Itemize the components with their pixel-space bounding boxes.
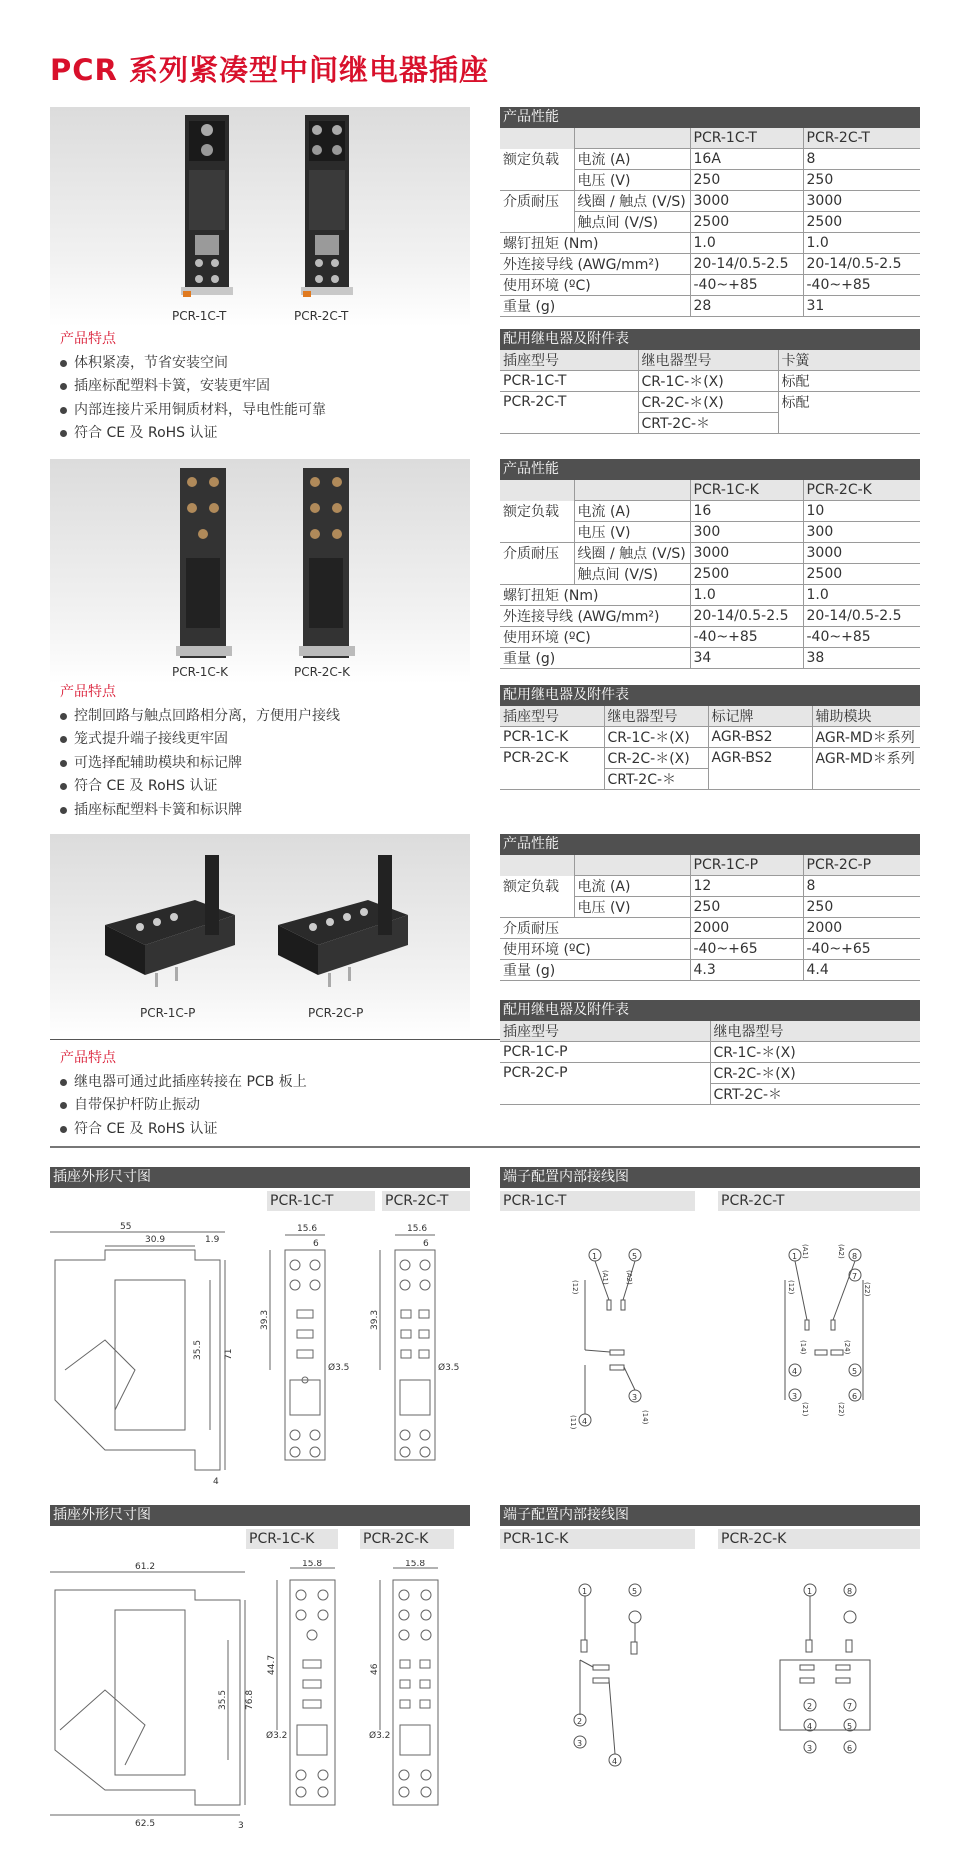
acc-cell: CRT-2C-＊ — [604, 769, 708, 790]
acc-cell: CRT-2C-＊ — [638, 413, 778, 434]
caption-pcr-1c-p: PCR-1C-P — [140, 1006, 196, 1020]
perf-cell: 1.0 — [690, 233, 803, 254]
acc-cell: CRT-2C-＊ — [710, 1084, 920, 1105]
acc-col-header: 插座型号 — [500, 350, 638, 371]
acc-table-p — [500, 1000, 920, 1105]
product-image-panel-k — [50, 459, 470, 684]
features-list-k — [60, 681, 340, 822]
pin-label: (11) — [569, 1415, 577, 1430]
pin-label: (22) — [837, 1402, 845, 1417]
perf-col-header: PCR-1C-P — [690, 855, 803, 876]
dim-label: 55 — [120, 1222, 132, 1232]
dim-label: 15.6 — [407, 1224, 428, 1234]
acc-col-header: 卡簧 — [778, 350, 920, 371]
dim-label: 61.2 — [135, 1562, 156, 1572]
wiring-title-k: 端子配置内部接线图 — [500, 1505, 920, 1526]
wiring-diagram-2c-t — [775, 1240, 875, 1440]
acc-cell: PCR-1C-P — [500, 1042, 710, 1063]
dim-label: 4 — [213, 1477, 219, 1487]
wiring-title-t: 端子配置内部接线图 — [500, 1167, 920, 1188]
caption-pcr-2c-k: PCR-2C-K — [294, 665, 351, 679]
perf-cell: 2000 — [803, 918, 920, 939]
wiring-sub-label: PCR-2C-T — [718, 1191, 920, 1211]
perf-cell: 20-14/0.5-2.5 — [690, 254, 803, 275]
pin-label: (12) — [787, 1280, 795, 1295]
dim-label: 30.9 — [145, 1235, 166, 1245]
feature-item: 插座标配塑料卡簧和标识牌 — [60, 799, 340, 823]
perf-col-header: PCR-2C-P — [803, 855, 920, 876]
dim-sub-label: PCR-2C-T — [382, 1191, 470, 1211]
perf-col-header: PCR-2C-K — [803, 480, 920, 501]
product-photo-pcr-2c-t — [295, 115, 365, 305]
perf-cell: -40~+85 — [803, 627, 920, 648]
perf-col-header: PCR-1C-K — [690, 480, 803, 501]
perf-cell: 20-14/0.5-2.5 — [803, 254, 920, 275]
acc-cell: PCR-2C-K — [503, 750, 569, 767]
pin-label: 2 — [577, 1717, 583, 1726]
perf-cell: 250 — [690, 170, 803, 191]
perf-cell: 2500 — [803, 212, 920, 233]
acc-cell: 标配 — [778, 392, 920, 413]
perf-cell: 250 — [803, 170, 920, 191]
acc-cell: AGR-BS2 — [708, 748, 812, 769]
perf-cell: 线圈 / 触点 (V/S) — [574, 191, 690, 212]
feature-item: 自带保护杆防止振动 — [60, 1094, 307, 1118]
acc-col-header: 插座型号 — [500, 1021, 710, 1042]
dim-label: 71 — [224, 1348, 234, 1360]
perf-cell: 电压 (V) — [574, 522, 690, 543]
front-dimension-drawing-2c-t — [365, 1220, 475, 1480]
perf-cell: 1.0 — [803, 585, 920, 606]
perf-cell: 300 — [803, 522, 920, 543]
dim-label: 46 — [370, 1663, 380, 1675]
perf-cell: 12 — [690, 876, 803, 897]
pin-label: 3 — [632, 1393, 638, 1402]
product-photo-pcr-1c-t — [175, 115, 245, 305]
perf-cell: 电流 (A) — [574, 501, 690, 522]
dim-label: 39.3 — [370, 1309, 380, 1330]
perf-cell: 8 — [803, 876, 920, 897]
pin-label: 8 — [852, 1252, 858, 1261]
feature-item: 控制回路与触点回路相分离，方便用户接线 — [60, 705, 340, 729]
pin-label: (22) — [863, 1282, 871, 1297]
dim-label: 62.5 — [135, 1819, 156, 1829]
perf-cell: 使用环境 (ºC) — [500, 275, 690, 296]
perf-cell: 3000 — [690, 543, 803, 564]
dim-sub-label: PCR-2C-K — [360, 1529, 454, 1549]
perf-cell: 4.4 — [803, 960, 920, 981]
pin-label: 3 — [577, 1739, 583, 1748]
acc-cell: CR-1C-＊(X) — [604, 727, 708, 748]
pin-label: 7 — [852, 1272, 858, 1281]
perf-cell: 介质耐压 — [503, 194, 559, 211]
perf-cell: 介质耐压 — [503, 546, 559, 563]
perf-cell: 8 — [803, 149, 920, 170]
perf-cell: -40~+85 — [690, 627, 803, 648]
front-dimension-drawing-1c-k — [265, 1560, 360, 1820]
perf-cell: 线圈 / 触点 (V/S) — [574, 543, 690, 564]
perf-cell: 使用环境 (ºC) — [500, 939, 690, 960]
pin-label: 7 — [847, 1702, 853, 1711]
perf-cell: 3000 — [690, 191, 803, 212]
front-dimension-drawing-1c-t — [255, 1220, 365, 1480]
page-title: PCR 系列紧凑型中间继电器插座 — [50, 53, 489, 87]
feature-item: 内部连接片采用铜质材料，导电性能可靠 — [60, 399, 326, 423]
product-photo-pcr-2c-p — [268, 855, 418, 990]
pin-label: 3 — [792, 1392, 798, 1401]
pin-label: 1 — [792, 1252, 798, 1261]
wiring-sub-label: PCR-1C-K — [500, 1529, 695, 1549]
perf-cell: 触点间 (V/S) — [574, 564, 690, 585]
perf-cell: 电流 (A) — [574, 149, 690, 170]
dim-label: 15.6 — [297, 1224, 318, 1234]
feature-item: 体积紧凑，节省安装空间 — [60, 352, 326, 376]
perf-table-title: 产品性能 — [500, 107, 920, 128]
perf-cell: 20-14/0.5-2.5 — [690, 606, 803, 627]
dim-label: 6 — [313, 1239, 319, 1249]
dim-drawing-title-t: 插座外形尺寸图 — [50, 1167, 470, 1188]
perf-table-p — [500, 834, 920, 981]
product-photo-pcr-1c-k — [172, 468, 242, 668]
pin-label: (12) — [571, 1280, 579, 1295]
features-title: 产品特点 — [60, 684, 116, 700]
pin-label: (A2) — [837, 1244, 845, 1259]
perf-cell: 外连接导线 (AWG/mm²) — [500, 606, 690, 627]
dim-label: 39.3 — [260, 1309, 270, 1330]
acc-cell: AGR-BS2 — [708, 727, 812, 748]
acc-cell: CR-1C-＊(X) — [638, 371, 778, 392]
dim-label: 3 — [238, 1821, 244, 1830]
perf-cell: -40~+65 — [803, 939, 920, 960]
side-dimension-drawing-t — [45, 1220, 235, 1490]
perf-table-title: 产品性能 — [500, 834, 920, 855]
acc-table-title: 配用继电器及附件表 — [500, 685, 920, 706]
acc-col-header: 继电器型号 — [604, 706, 708, 727]
perf-cell: 外连接导线 (AWG/mm²) — [500, 254, 690, 275]
wiring-diagram-2c-k — [770, 1580, 880, 1770]
front-dimension-drawing-2c-k — [368, 1560, 463, 1820]
perf-cell: 16 — [690, 501, 803, 522]
perf-cell: -40~+85 — [690, 275, 803, 296]
pin-label: (24) — [843, 1340, 851, 1355]
pin-label: 4 — [582, 1417, 588, 1426]
perf-cell: 螺钉扭矩 (Nm) — [500, 233, 690, 254]
perf-cell: 2000 — [690, 918, 803, 939]
feature-item: 继电器可通过此插座转接在 PCB 板上 — [60, 1071, 307, 1095]
pin-label: 5 — [847, 1722, 853, 1731]
acc-table-t — [500, 329, 920, 434]
perf-cell: 额定负载 — [503, 504, 559, 520]
acc-cell: AGR-MD＊系列 — [812, 727, 920, 748]
pin-label: 5 — [852, 1367, 858, 1376]
wiring-diagram-1c-t — [565, 1240, 665, 1440]
dim-label: 1.9 — [205, 1235, 220, 1245]
dim-drawing-title-k: 插座外形尺寸图 — [50, 1505, 470, 1526]
features-title: 产品特点 — [60, 1050, 116, 1066]
wiring-sub-label: PCR-2C-K — [718, 1529, 920, 1549]
acc-cell: CR-2C-＊(X) — [604, 748, 708, 769]
acc-col-header: 继电器型号 — [710, 1021, 920, 1042]
feature-item: 可选择配辅助模块和标记牌 — [60, 752, 340, 776]
features-list-p — [60, 1047, 307, 1141]
pin-label: 1 — [582, 1587, 588, 1596]
perf-cell: 螺钉扭矩 (Nm) — [500, 585, 690, 606]
perf-cell: 重量 (g) — [500, 296, 690, 317]
perf-cell: 300 — [690, 522, 803, 543]
acc-table-title: 配用继电器及附件表 — [500, 329, 920, 350]
perf-cell: 1.0 — [690, 585, 803, 606]
perf-cell: 电压 (V) — [574, 897, 690, 918]
product-photo-pcr-1c-p — [95, 855, 245, 990]
pin-label: (21) — [801, 1402, 809, 1417]
perf-cell: 2500 — [690, 564, 803, 585]
perf-cell: 20-14/0.5-2.5 — [803, 606, 920, 627]
caption-pcr-1c-t: PCR-1C-T — [172, 309, 227, 323]
acc-cell: CR-1C-＊(X) — [710, 1042, 920, 1063]
acc-col-header: 辅助模块 — [812, 706, 920, 727]
dim-label: Ø3.5 — [438, 1363, 460, 1373]
acc-table-title: 配用继电器及附件表 — [500, 1000, 920, 1021]
acc-cell: CR-2C-＊(X) — [638, 392, 778, 413]
perf-cell: 4.3 — [690, 960, 803, 981]
feature-item: 符合 CE 及 RoHS 认证 — [60, 422, 326, 446]
feature-item: 符合 CE 及 RoHS 认证 — [60, 1118, 307, 1142]
perf-cell: 重量 (g) — [500, 648, 690, 669]
feature-item: 插座标配塑料卡簧，安装更牢固 — [60, 375, 326, 399]
product-image-panel-t — [50, 107, 470, 327]
pin-label: (A1) — [801, 1244, 809, 1259]
pin-label: 2 — [807, 1702, 813, 1711]
perf-cell: 16A — [690, 149, 803, 170]
pin-label: 1 — [807, 1587, 813, 1596]
product-photo-pcr-2c-k — [295, 468, 365, 668]
pin-label: 8 — [847, 1587, 853, 1596]
perf-cell: 38 — [803, 648, 920, 669]
acc-cell: 标配 — [778, 371, 920, 392]
perf-cell: 触点间 (V/S) — [574, 212, 690, 233]
feature-item: 笼式提升端子接线更牢固 — [60, 728, 340, 752]
dim-sub-label: PCR-1C-K — [246, 1529, 338, 1549]
perf-cell: 额定负载 — [503, 879, 559, 895]
acc-cell: PCR-1C-T — [500, 371, 638, 392]
perf-table-t — [500, 107, 920, 317]
dim-label: 44.7 — [267, 1654, 277, 1675]
acc-cell: PCR-2C-T — [503, 394, 567, 411]
features-list-t — [60, 328, 326, 446]
acc-col-header: 标记牌 — [708, 706, 812, 727]
dim-label: 6 — [423, 1239, 429, 1249]
perf-cell: 电流 (A) — [574, 876, 690, 897]
perf-cell: 使用环境 (ºC) — [500, 627, 690, 648]
pin-label: (14) — [641, 1410, 649, 1425]
dim-sub-label: PCR-1C-T — [267, 1191, 375, 1211]
acc-table-k — [500, 685, 920, 790]
perf-col-header: PCR-1C-T — [690, 128, 803, 149]
caption-pcr-2c-p: PCR-2C-P — [308, 1006, 364, 1020]
dim-label: Ø3.5 — [328, 1363, 350, 1373]
acc-cell: AGR-MD＊系列 — [812, 748, 920, 769]
pin-label: 5 — [632, 1587, 638, 1596]
pin-label: 4 — [612, 1757, 618, 1766]
perf-cell: 介质耐压 — [500, 918, 690, 939]
perf-cell: 250 — [803, 897, 920, 918]
pin-label: 6 — [852, 1392, 858, 1401]
perf-table-k — [500, 459, 920, 669]
dim-label: 76.8 — [245, 1689, 255, 1710]
perf-cell: 2500 — [690, 212, 803, 233]
perf-cell: 250 — [690, 897, 803, 918]
perf-cell: 1.0 — [803, 233, 920, 254]
pin-label: 5 — [632, 1252, 638, 1261]
perf-cell: 重量 (g) — [500, 960, 690, 981]
pin-label: (14) — [799, 1340, 807, 1355]
perf-col-header: PCR-2C-T — [803, 128, 920, 149]
section-divider — [50, 1146, 920, 1148]
dim-label: 15.8 — [405, 1560, 426, 1569]
perf-cell: -40~+85 — [803, 275, 920, 296]
dim-label: Ø3.2 — [266, 1731, 288, 1741]
dim-label: Ø3.2 — [369, 1731, 391, 1741]
feature-item: 符合 CE 及 RoHS 认证 — [60, 775, 340, 799]
perf-cell: 10 — [803, 501, 920, 522]
perf-cell: 2500 — [803, 564, 920, 585]
acc-col-header: 插座型号 — [500, 706, 604, 727]
perf-table-title: 产品性能 — [500, 459, 920, 480]
perf-cell: 电压 (V) — [574, 170, 690, 191]
pin-label: 4 — [807, 1722, 813, 1731]
pin-label: (A1) — [601, 1270, 609, 1285]
side-dimension-drawing-k — [45, 1560, 255, 1830]
acc-cell: PCR-2C-P — [503, 1065, 568, 1082]
dim-label: 35.5 — [218, 1689, 228, 1710]
pin-label: 1 — [592, 1252, 598, 1261]
features-title: 产品特点 — [60, 331, 116, 347]
pin-label: 4 — [792, 1367, 798, 1376]
acc-cell: PCR-1C-K — [500, 727, 604, 748]
perf-cell: 3000 — [803, 543, 920, 564]
wiring-sub-label: PCR-1C-T — [500, 1191, 695, 1211]
acc-cell: CR-2C-＊(X) — [710, 1063, 920, 1084]
dim-label: 15.8 — [302, 1560, 323, 1569]
acc-col-header: 继电器型号 — [638, 350, 778, 371]
perf-cell: 3000 — [803, 191, 920, 212]
caption-pcr-1c-k: PCR-1C-K — [172, 665, 229, 679]
pin-label: (A2) — [625, 1270, 633, 1285]
perf-cell: 31 — [803, 296, 920, 317]
pin-label: 3 — [807, 1744, 813, 1753]
perf-cell: -40~+65 — [690, 939, 803, 960]
caption-pcr-2c-t: PCR-2C-T — [294, 309, 349, 323]
perf-cell: 额定负载 — [503, 152, 559, 168]
perf-cell: 34 — [690, 648, 803, 669]
dim-label: 35.5 — [193, 1339, 203, 1360]
wiring-diagram-1c-k — [565, 1580, 665, 1770]
perf-cell: 28 — [690, 296, 803, 317]
pin-label: 6 — [847, 1744, 853, 1753]
